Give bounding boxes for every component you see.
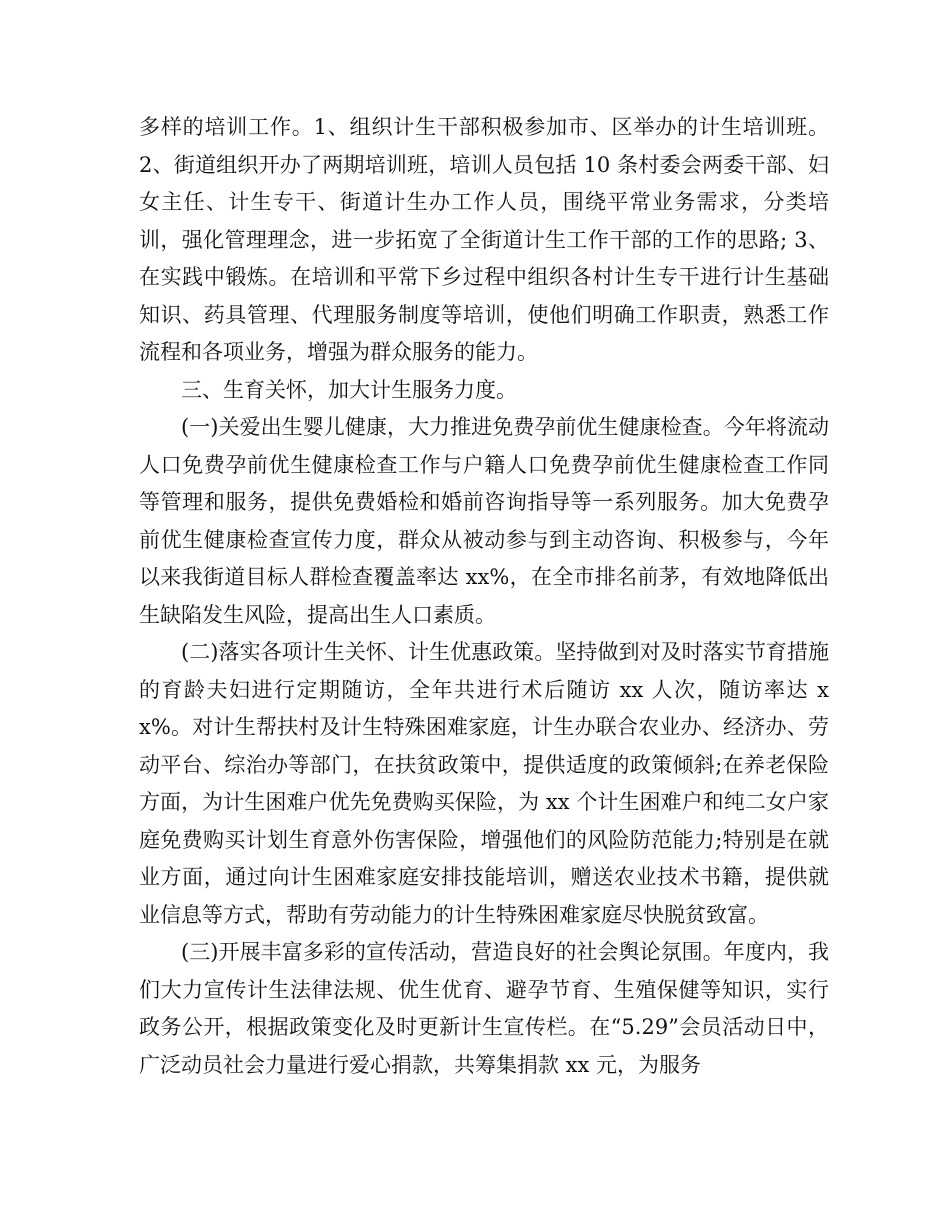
paragraph-care-policies: (二)落实各项计生关怀、计生优惠政策。坚持做到对及时落实节育措施的育龄夫妇进行定期随访，全年共进行术后随访 xx 人次，随访率达 xx%。对计生帮扶村及计生特殊困难家庭，计生办联合农业办、经济办、劳动平台、综治办等部门，在扶贫政策中，提供适度的政策倾斜;在养老保险方面，为计生困难户优先免费购买保险，为 xx 个计生困难户和纯二女户家庭免费购买计划生育意外伤害保险，增强他们的风险防范能力;特别是在就业方面，通过向计生困难家庭安排技能培训，赠送农业技术书籍，提供就业信息等方式，帮助有劳动能力的计生特殊困难家庭尽快脱贫致富。 [139,640,829,927]
document-body [139,109,829,1084]
section-heading-fertility-care: 三、生育关怀，加大计生服务力度。 [181,377,517,402]
paragraph-training-work: 多样的培训工作。1、组织计生干部积极参加市、区举办的计生培训班。2、街道组织开办了两期培训班，培训人员包括 10 条村委会两委干部、妇女主任、计生专干、街道计生办工作人员，围绕平常业务需求，分类培训，强化管理理念，进一步拓宽了全街道计生工作干部的工作的思路; 3、在实践中锻炼。在培训和平常下乡过程中组织各村计生专干进行计生基础知识、药具管理、代理服务制度等培训，使他们明确工作职责，熟悉工作流程和各项业务，增强为群众服务的能力。 [139,115,829,364]
paragraph-publicity-activities: (三)开展丰富多彩的宣传活动，营造良好的社会舆论氛围。年度内，我们大力宣传计生法律法规、优生优育、避孕节育、生殖保健等知识，实行政务公开，根据政策变化及时更新计生宣传栏。在“5.29”会员活动日中，广泛动员社会力量进行爱心捐款，共筹集捐款 xx 元，为服务 [139,940,829,1077]
paragraph-prenatal-checkup: (一)关爱出生婴儿健康，大力推进免费孕前优生健康检查。今年将流动人口免费孕前优生健康检查工作与户籍人口免费孕前优生健康检查工作同等管理和服务，提供免费婚检和婚前咨询指导等一系列服务。加大免费孕前优生健康检查宣传力度，群众从被动参与到主动咨询、积极参与，今年以来我街道目标人群检查覆盖率达 xx%，在全市排名前茅，有效地降低出生缺陷发生风险，提高出生人口素质。 [139,415,829,627]
